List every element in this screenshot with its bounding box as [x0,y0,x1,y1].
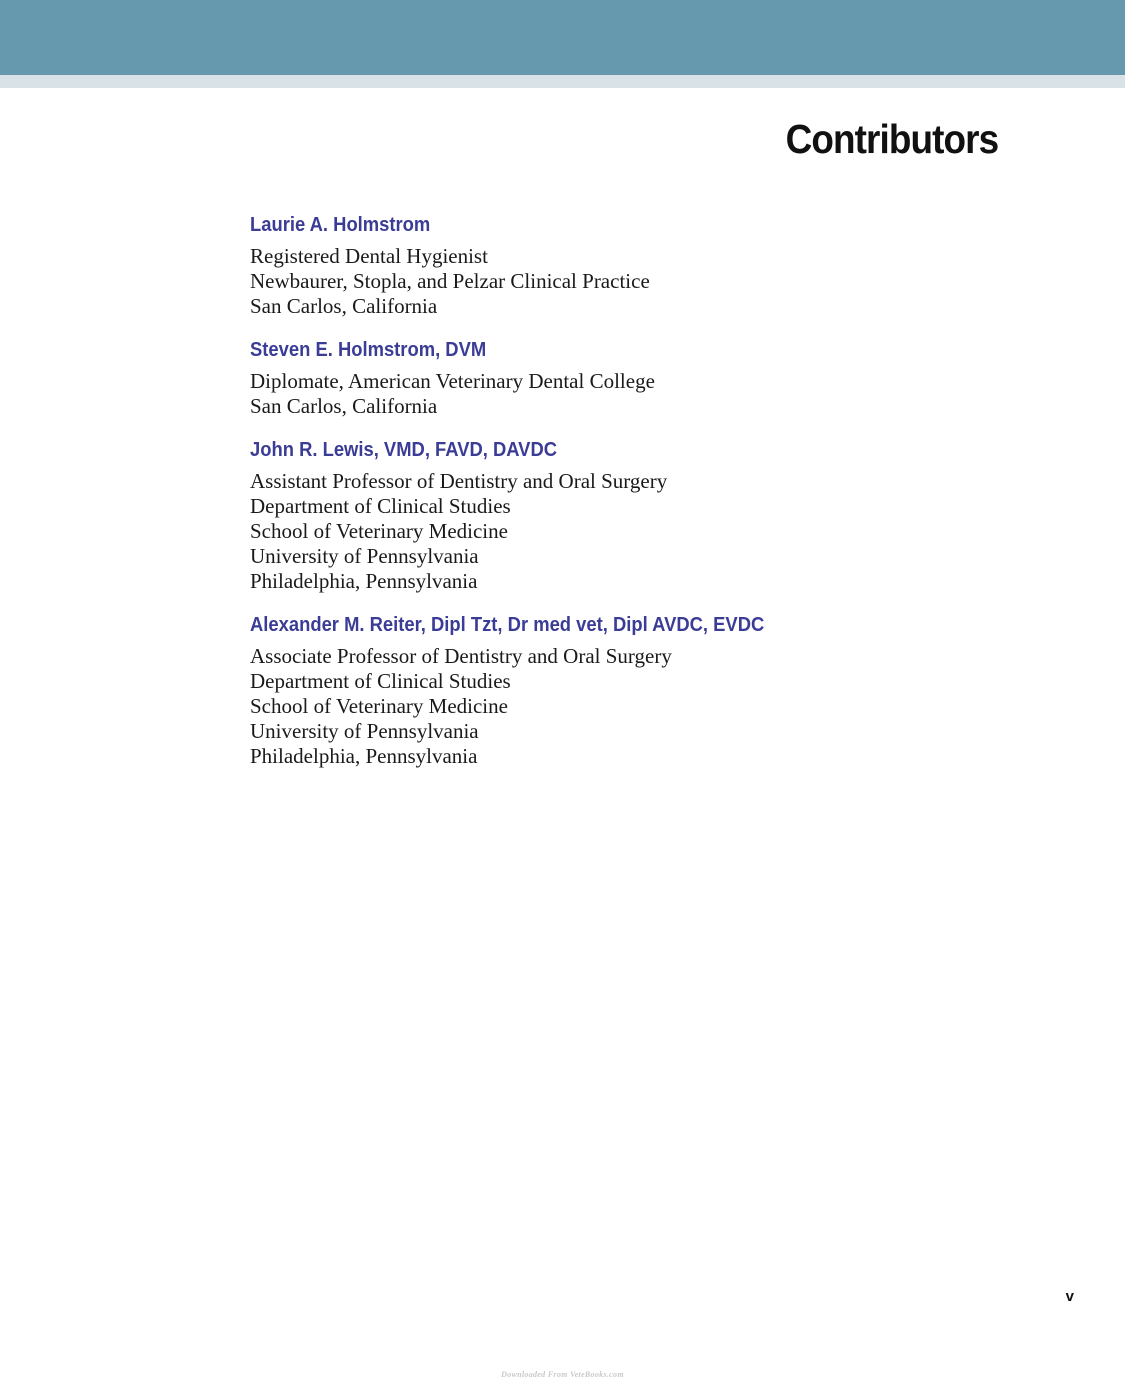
contributor-name: Laurie A. Holmstrom [250,214,431,236]
affiliation-line: Assistant Professor of Dentistry and Oral Surgery [250,469,668,493]
affiliation-line: Diplomate, American Veterinary Dental College [250,369,655,393]
affiliation-line: Department of Clinical Studies [250,669,511,693]
affiliation-line: Registered Dental Hygienist [250,244,488,268]
affiliation-line: School of Veterinary Medicine [250,519,508,543]
affiliation-line: San Carlos, California [250,394,438,418]
page-title: Contributors [785,116,998,162]
contributors-list [250,212,1010,787]
contributor-entry [250,437,1010,594]
contributor-entry [250,612,1010,769]
contributor-entry [250,212,1010,319]
page-number: v [1065,1288,1074,1305]
affiliation-line: University of Pennsylvania [250,719,479,743]
contributor-name: John R. Lewis, VMD, FAVD, DAVDC [250,439,558,461]
contributor-name: Alexander M. Reiter, Dipl Tzt, Dr med vet, Dipl AVDC, EVDC [250,614,765,636]
contributor-name: Steven E. Holmstrom, DVM [250,339,487,361]
affiliation-line: University of Pennsylvania [250,544,479,568]
affiliation-line: Department of Clinical Studies [250,494,511,518]
affiliation-line: Philadelphia, Pennsylvania [250,569,478,593]
header-stripe [0,75,1125,88]
affiliation-line: Newbaurer, Stopla, and Pelzar Clinical Practice [250,269,650,293]
affiliation-line: School of Veterinary Medicine [250,694,508,718]
contributor-entry [250,337,1010,419]
affiliation-line: San Carlos, California [250,294,438,318]
affiliation-line: Philadelphia, Pennsylvania [250,744,478,768]
header-band [0,0,1125,75]
affiliation-line: Associate Professor of Dentistry and Oral Surgery [250,644,672,668]
watermark: Downloaded From VeteBooks.com [501,1370,624,1379]
